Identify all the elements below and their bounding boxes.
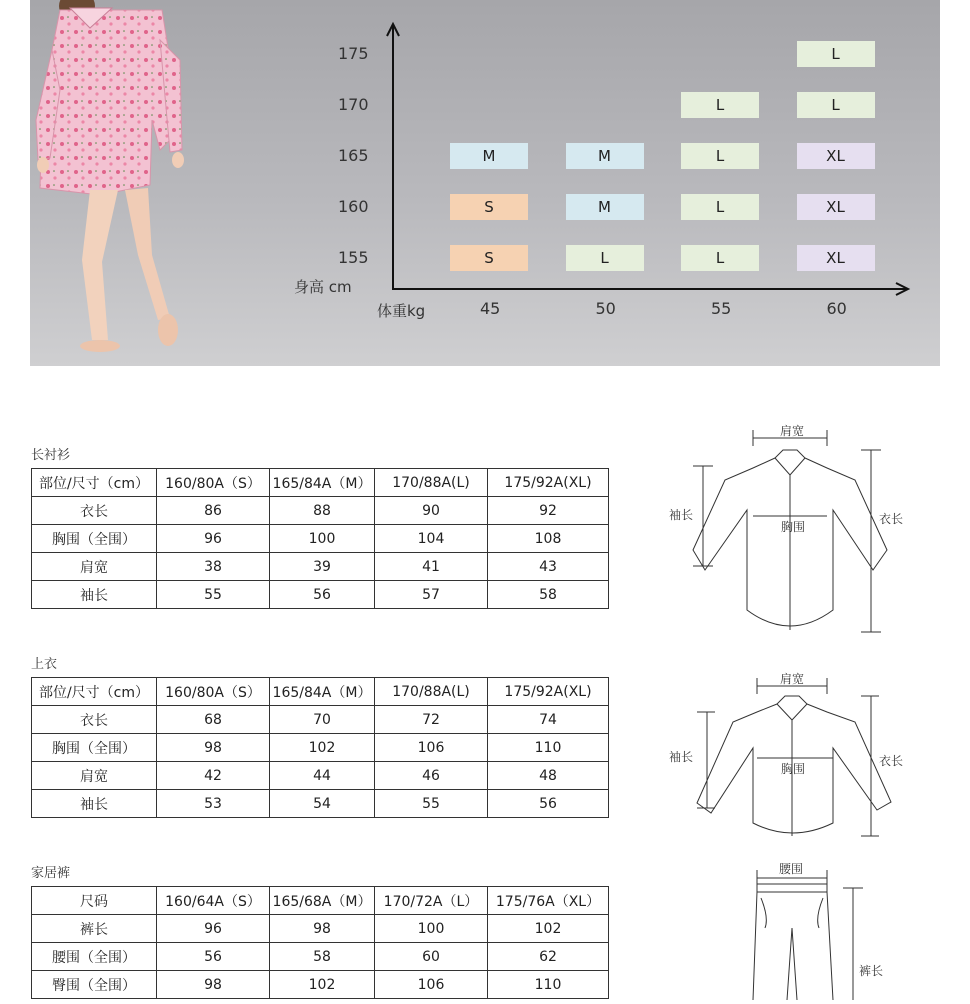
size-cell-l: L: [681, 245, 759, 271]
value-cell: 56: [157, 943, 270, 971]
table-row: [32, 971, 609, 999]
value-cell: 42: [157, 762, 270, 790]
value-cell: 98: [157, 971, 270, 999]
table-header-cell: 175/92A(XL): [488, 678, 609, 706]
table-header-cell: 165/68A（M）: [270, 887, 375, 915]
size-cell-l: L: [566, 245, 644, 271]
top-sleeve-length-label: 袖长: [669, 750, 694, 764]
size-cell-l: L: [797, 41, 875, 67]
table-header-cell: 165/84A（M）: [270, 678, 375, 706]
size-chart: [260, 0, 940, 366]
x-tick-label: 45: [480, 299, 501, 318]
x-tick-label: 55: [711, 299, 732, 318]
row-label-cell: 裤长: [32, 915, 157, 943]
row-label-cell: 臀围（全围）: [32, 971, 157, 999]
value-cell: 38: [157, 553, 270, 581]
table-header-cell: 160/80A（S）: [157, 678, 270, 706]
value-cell: 98: [157, 734, 270, 762]
table-row: [32, 525, 609, 553]
table-header-cell: 170/72A（L）: [375, 887, 488, 915]
size-cell-xl: XL: [797, 245, 875, 271]
size-cell-l: L: [681, 92, 759, 118]
section-title-top: 上衣: [31, 657, 58, 672]
table-header-row: [32, 469, 609, 497]
value-cell: 90: [375, 497, 488, 525]
garment-length-label: 衣长: [879, 512, 904, 526]
long-shirt-size-table: [31, 468, 609, 609]
waist-label: 腰围: [779, 862, 804, 876]
value-cell: 55: [157, 581, 270, 609]
size-cell-l: L: [797, 92, 875, 118]
value-cell: 96: [157, 525, 270, 553]
table-row: [32, 553, 609, 581]
value-cell: 108: [488, 525, 609, 553]
row-label-cell: 腰围（全围）: [32, 943, 157, 971]
table-header-cell: 尺码: [32, 887, 157, 915]
value-cell: 46: [375, 762, 488, 790]
row-label-cell: 袖长: [32, 581, 157, 609]
row-label-cell: 胸围（全围）: [32, 525, 157, 553]
value-cell: 62: [488, 943, 609, 971]
row-label-cell: 袖长: [32, 790, 157, 818]
table-header-cell: 160/64A（S）: [157, 887, 270, 915]
table-row: [32, 581, 609, 609]
table-row: [32, 790, 609, 818]
value-cell: 39: [270, 553, 375, 581]
section-title-long-shirt: 长衬衫: [31, 448, 71, 463]
value-cell: 88: [270, 497, 375, 525]
table-header-cell: 170/88A(L): [375, 469, 488, 497]
pants-outline: [665, 858, 935, 1000]
x-axis-label: 体重kg: [377, 302, 426, 320]
top-chest-label: 胸围: [781, 762, 806, 776]
y-tick-label: 165: [338, 146, 369, 165]
value-cell: 100: [270, 525, 375, 553]
value-cell: 74: [488, 706, 609, 734]
table-row: [32, 734, 609, 762]
table-row: [32, 943, 609, 971]
value-cell: 72: [375, 706, 488, 734]
value-cell: 57: [375, 581, 488, 609]
value-cell: 48: [488, 762, 609, 790]
value-cell: 53: [157, 790, 270, 818]
value-cell: 55: [375, 790, 488, 818]
size-cell-xl: XL: [797, 143, 875, 169]
size-cell-s: S: [450, 194, 528, 220]
table-header-cell: 175/76A（XL）: [488, 887, 609, 915]
row-label-cell: 衣长: [32, 706, 157, 734]
pants-diagram: [665, 858, 935, 1000]
table-row: [32, 762, 609, 790]
value-cell: 41: [375, 553, 488, 581]
value-cell: 58: [488, 581, 609, 609]
top-diagram: [665, 668, 935, 843]
value-cell: 58: [270, 943, 375, 971]
y-tick-label: 155: [338, 248, 369, 267]
sleeve-length-label: 袖长: [669, 508, 694, 522]
table-row: [32, 497, 609, 525]
size-recommendation-banner: [30, 0, 940, 366]
y-tick-label: 170: [338, 95, 369, 114]
value-cell: 92: [488, 497, 609, 525]
y-tick-label: 175: [338, 44, 369, 63]
table-header-cell: 160/80A（S）: [157, 469, 270, 497]
size-cell-l: L: [681, 143, 759, 169]
value-cell: 68: [157, 706, 270, 734]
section-title-pants: 家居裤: [31, 866, 71, 881]
size-cell-xl: XL: [797, 194, 875, 220]
row-label-cell: 衣长: [32, 497, 157, 525]
table-header-cell: 175/92A(XL): [488, 469, 609, 497]
table-header-row: [32, 887, 609, 915]
value-cell: 70: [270, 706, 375, 734]
top-garment-length-label: 衣长: [879, 754, 904, 768]
table-row: [32, 706, 609, 734]
shoulder-width-label: 肩宽: [780, 424, 805, 438]
value-cell: 110: [488, 734, 609, 762]
row-label-cell: 肩宽: [32, 762, 157, 790]
model-photo: [30, 0, 260, 366]
size-cell-s: S: [450, 245, 528, 271]
value-cell: 96: [157, 915, 270, 943]
table-header-cell: 部位/尺寸（cm）: [32, 678, 157, 706]
table-header-cell: 部位/尺寸（cm）: [32, 469, 157, 497]
size-cell-m: M: [566, 143, 644, 169]
row-label-cell: 胸围（全围）: [32, 734, 157, 762]
top-shoulder-width-label: 肩宽: [780, 672, 805, 686]
value-cell: 43: [488, 553, 609, 581]
table-header-row: [32, 678, 609, 706]
size-cell-m: M: [566, 194, 644, 220]
size-cell-l: L: [681, 194, 759, 220]
value-cell: 54: [270, 790, 375, 818]
value-cell: 86: [157, 497, 270, 525]
value-cell: 56: [270, 581, 375, 609]
y-axis-label: 身高 cm: [294, 278, 352, 296]
table-row: [32, 915, 609, 943]
top-size-table: [31, 677, 609, 818]
value-cell: 98: [270, 915, 375, 943]
table-header-cell: 170/88A(L): [375, 678, 488, 706]
pants-length-label: 裤长: [859, 964, 884, 978]
value-cell: 104: [375, 525, 488, 553]
value-cell: 102: [270, 734, 375, 762]
x-tick-label: 60: [826, 299, 847, 318]
pants-size-table: [31, 886, 609, 999]
x-tick-label: 50: [595, 299, 616, 318]
value-cell: 60: [375, 943, 488, 971]
value-cell: 102: [488, 915, 609, 943]
value-cell: 100: [375, 915, 488, 943]
chest-label: 胸围: [781, 520, 806, 534]
value-cell: 44: [270, 762, 375, 790]
row-label-cell: 肩宽: [32, 553, 157, 581]
value-cell: 102: [270, 971, 375, 999]
long-shirt-diagram: [665, 420, 935, 642]
y-tick-label: 160: [338, 197, 369, 216]
table-header-cell: 165/84A（M）: [270, 469, 375, 497]
value-cell: 106: [375, 734, 488, 762]
value-cell: 106: [375, 971, 488, 999]
value-cell: 56: [488, 790, 609, 818]
value-cell: 110: [488, 971, 609, 999]
size-cell-m: M: [450, 143, 528, 169]
